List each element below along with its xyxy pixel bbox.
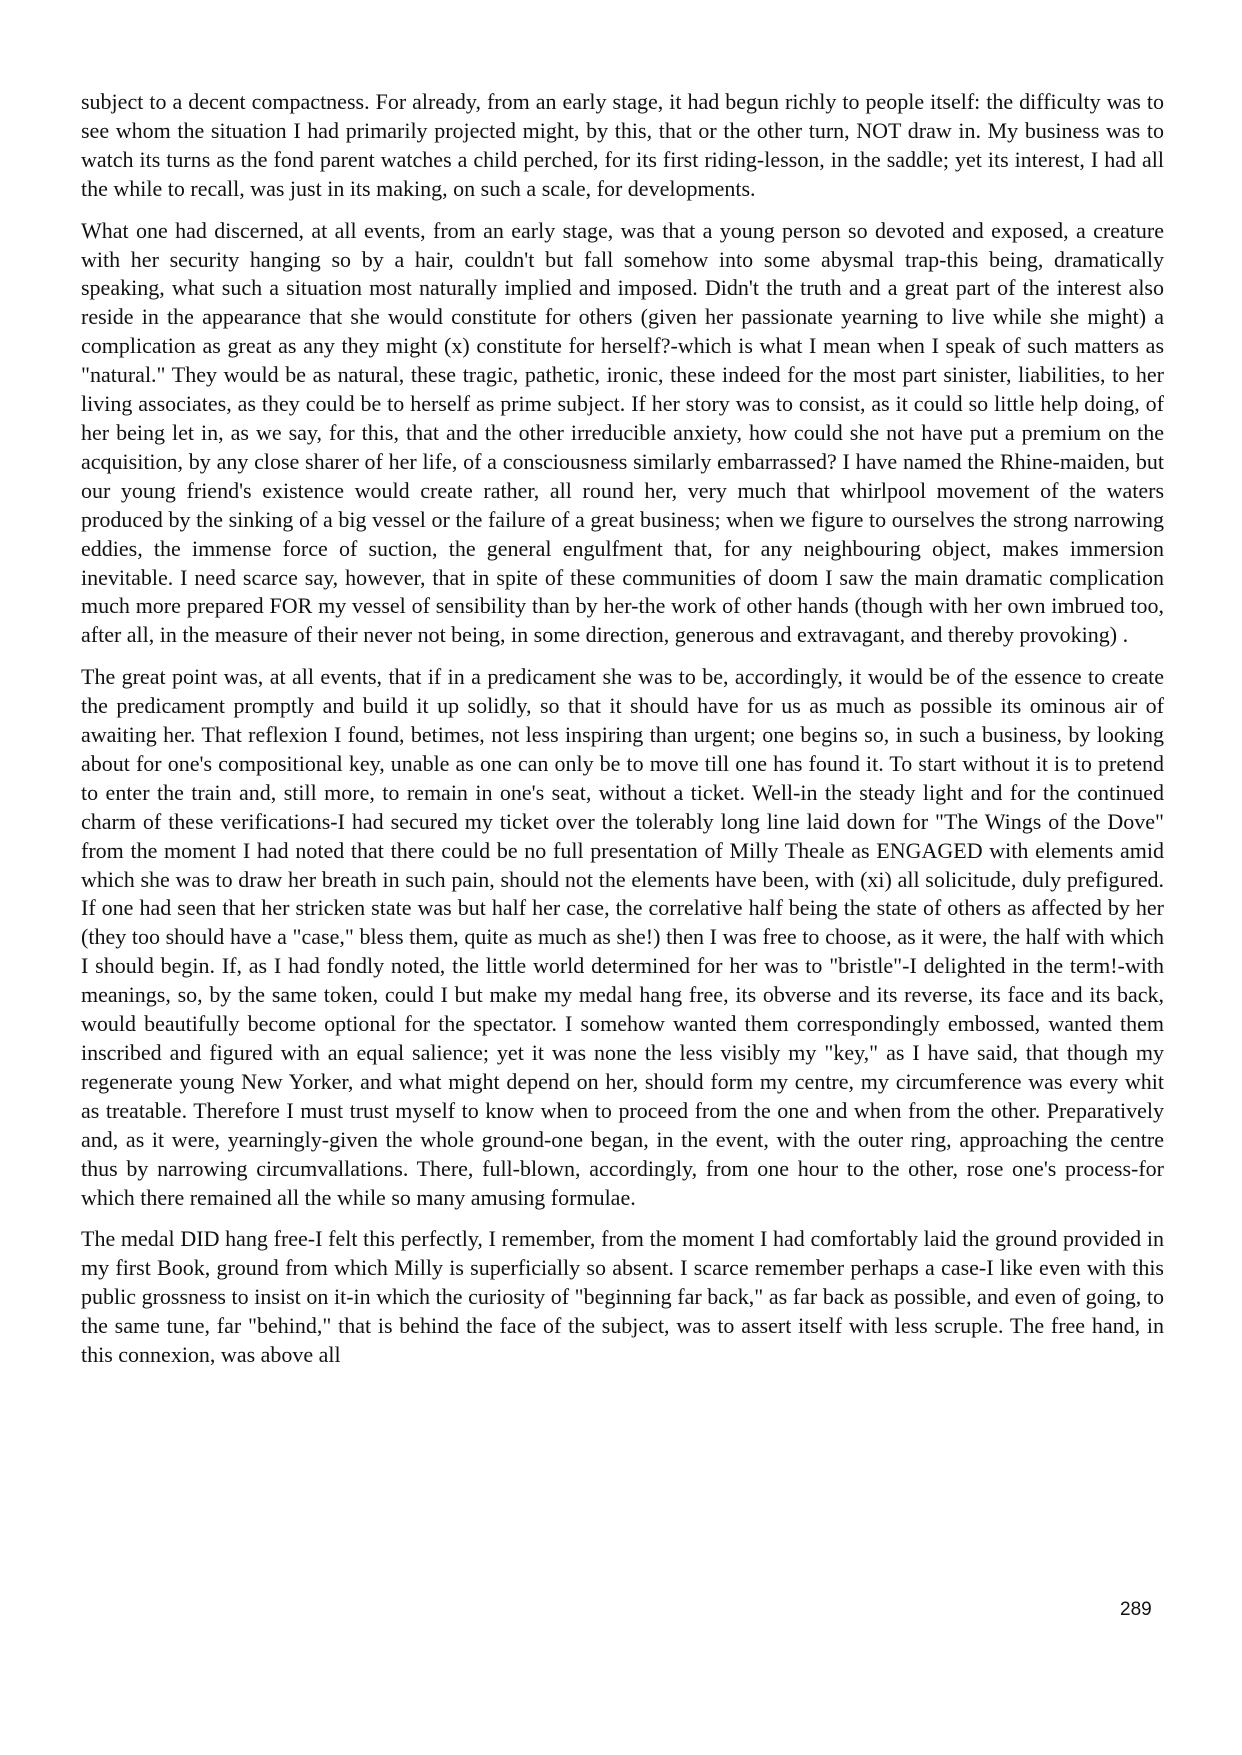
paragraph: The great point was, at all events, that if in a predicament she was to be, accordingly, it would be of the essence to create the predicament promptly and build it up solidly, so that it should have for us as much as possible its ominous air of awaiting her. That reflexion I found, betimes, not less inspiring than urgent; one begins so, in such a business, by looking about for one's compositional key, unable as one can only be to move till one has found it. To start without it is to pretend to enter the train and, still more, to remain in one's seat, without a ticket. Well-in the steady light and for the continued charm of these verifications-I had secured my ticket over the tolerably long line laid down for "The Wings of the Dove" from the moment I had noted that there could be no full presentation of Milly Theale as ENGAGED with elements amid which she was to draw her breath in such pain, should not the elements have been, with (xi) all solicitude, duly prefigured. If one had seen that her stricken state was but half her case, the correlative half being the state of others as affected by her (they too should have a "case," bless them, quite as much as she!) then I was free to choose, as it were, the half with which I should begin. If, as I had fondly noted, the little world determined for her was to "bristle"-I delighted in the term!-with meanings, so, by the same token, could I but make my medal hang free, its obverse and its reverse, its face and its back, would beautifully become optional for the spectator. I somehow wanted them correspondingly embossed, wanted them inscribed and figured with an equal salience; yet it was none the less visibly my "key," as I have said, that though my regenerate young New Yorker, and what might depend on her, should form my centre, my circumference was every whit as treatable. Therefore I must trust myself to know when to proceed from the one and when from the other. Preparatively and, as it were, yearningly-given the whole ground-one began, in the event, with the outer ring, approaching the centre thus by narrowing circumvallations. There, full-blown, accordingly, from one hour to the other, rose one's process-for which there remained all the while so many amusing formulae. — [81, 664, 1164, 1210]
page-body — [81, 88, 1164, 1383]
paragraph: The medal DID hang free-I felt this perfectly, I remember, from the moment I had comfortably laid the ground provided in my first Book, ground from which Milly is superficially so absent. I scarce remember perhaps a case-I like even with this public grossness to insist on it-in which the curiosity of "beginning far back," as far back as possible, and even of going, to the same tune, far "behind," that is behind the face of the subject, was to assert itself with less scruple. The free hand, in this connexion, was above all — [81, 1226, 1164, 1368]
page-number: 289 — [1120, 1599, 1152, 1620]
paragraph: What one had discerned, at all events, from an early stage, was that a young person so devoted and exposed, a creature with her security hanging so by a hair, couldn't but fall somehow into some abysmal trap-this being, dramatically speaking, what such a situation most naturally implied and imposed. Didn't the truth and a great part of the interest also reside in the appearance that she would constitute for others (given her passionate yearning to live while she might) a complication as great as any they might (x) constitute for herself?-which is what I mean when I speak of such matters as "natural." They would be as natural, these tragic, pathetic, ironic, these indeed for the most part sinister, liabilities, to her living associates, as they could be to herself as prime subject. If her story was to consist, as it could so little help doing, of her being let in, as we say, for this, that and the other irreducible anxiety, how could she not have put a premium on the acquisition, by any close sharer of her life, of a consciousness similarly embarrassed? I have named the Rhine-maiden, but our young friend's existence would create rather, all round her, very much that whirlpool movement of the waters produced by the sinking of a big vessel or the failure of a great business; when we figure to ourselves the strong narrowing eddies, the immense force of suction, the general engulfment that, for any neighbouring object, makes immersion inevitable. I need scarce say, however, that in spite of these communities of doom I saw the main dramatic complication much more prepared FOR my vessel of sensibility than by her-the work of other hands (though with her own imbrued too, after all, in the measure of their never not being, in some direction, generous and extravagant, and thereby provoking) . — [81, 217, 1164, 648]
paragraph: subject to a decent compactness. For already, from an early stage, it had begun richly to people itself: the difficulty was to see whom the situation I had primarily projected might, by this, that or the other turn, NOT draw in. My business was to watch its turns as the fond parent watches a child perched, for its first riding-lesson, in the saddle; yet its interest, I had all the while to recall, was just in its making, on such a scale, for developments. — [81, 89, 1164, 201]
